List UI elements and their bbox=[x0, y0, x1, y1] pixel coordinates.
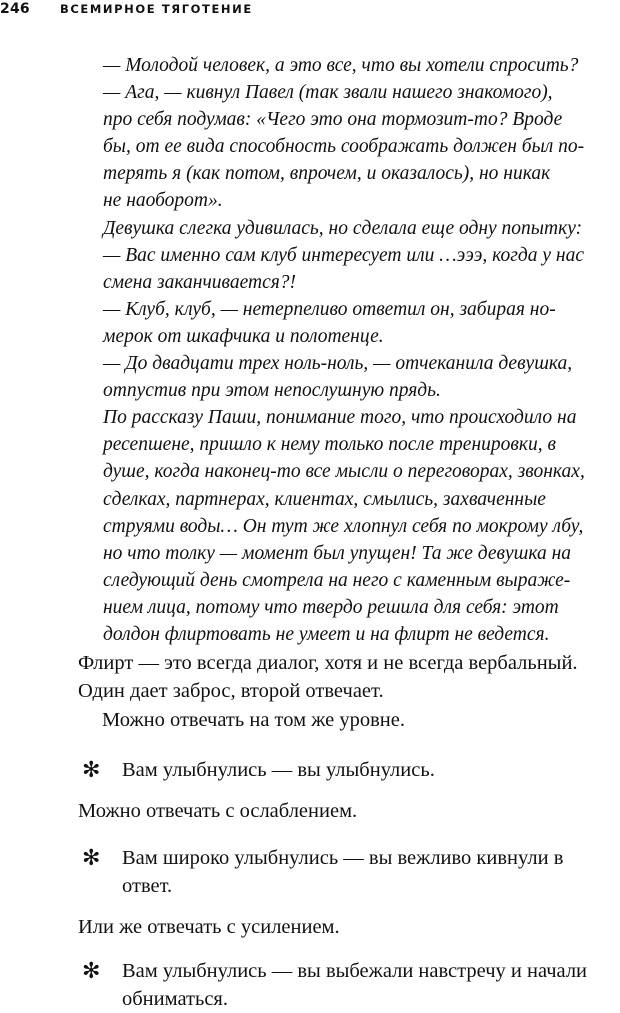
story-line: долдон флиртовать не умеет и на флирт не ведется. bbox=[103, 621, 618, 648]
story-line: следующий день смотрела на него с каменным выраже- bbox=[103, 567, 618, 594]
bullet-text bbox=[122, 958, 618, 1013]
bullet-text bbox=[122, 845, 618, 900]
story-line: — До двадцати трех ноль-ноль, — отчеканила девушка, bbox=[103, 350, 618, 377]
bullet-line: Вам широко улыбнулись — вы вежливо кивнули в bbox=[122, 845, 618, 873]
asterisk-bullet-icon: ✻ bbox=[82, 845, 100, 873]
story-line: душе, когда наконец-то все мысли о переговорах, звонках, bbox=[103, 458, 618, 485]
story-line: По рассказу Паши, понимание того, что происходило на bbox=[103, 404, 618, 431]
paragraph-weakening bbox=[78, 798, 618, 826]
story-line: струями воды… Он тут же хлопнул себя по мокрому лбу, bbox=[103, 513, 618, 540]
story-line: про себя подумав: «Чего это она тормозит-то? Вроде bbox=[103, 106, 618, 133]
story-line: терять я (как потом, впрочем, и оказалось), но никак bbox=[103, 160, 618, 187]
story-line: но что толку — момент был упущен! Та же девушка на bbox=[103, 540, 618, 567]
bullet-item bbox=[82, 757, 618, 785]
story-line: мерок от шкафчика и полотенце. bbox=[103, 323, 618, 350]
story-line: сделках, партнерах, клиентах, смылись, захваченные bbox=[103, 486, 618, 513]
story-line: бы, от ее вида способность соображать должен был по- bbox=[103, 133, 618, 160]
paragraph-line: Или же отвечать с усилением. bbox=[78, 914, 618, 942]
paragraph-flirt-dialog bbox=[78, 650, 618, 705]
bullet-line: ответ. bbox=[122, 873, 618, 901]
story-line: Девушка слегка удивилась, но сделала еще одну попытку: bbox=[103, 215, 618, 242]
bullet-line: Вам улыбнулись — вы улыбнулись. bbox=[122, 757, 618, 785]
paragraph-line: Можно отвечать с ослаблением. bbox=[78, 798, 618, 826]
story-line: нием лица, потому что твердо решила для себя: этот bbox=[103, 594, 618, 621]
paragraph-line: Можно отвечать на том же уровне. bbox=[102, 707, 620, 735]
bullet-text bbox=[122, 757, 618, 785]
bullet-item bbox=[82, 845, 618, 900]
story-line: — Вас именно сам клуб интересует или …эээ, когда у нас bbox=[103, 242, 618, 269]
story-line: смена заканчивается?! bbox=[103, 269, 618, 296]
bullet-line: обниматься. bbox=[122, 986, 618, 1013]
story-line: — Молодой человек, а это все, что вы хотели спросить? bbox=[103, 52, 618, 79]
story-line: не наоборот». bbox=[103, 187, 618, 214]
story-line: — Ага, — кивнул Павел (так звали нашего знакомого), bbox=[103, 79, 618, 106]
story-line: отпустив при этом непослушную прядь. bbox=[103, 377, 618, 404]
asterisk-bullet-icon: ✻ bbox=[82, 757, 100, 785]
paragraph-strengthening bbox=[78, 914, 618, 942]
bullet-line: Вам улыбнулись — вы выбежали навстречу и начали bbox=[122, 958, 618, 986]
story-line: — Клуб, клуб, — нетерпеливо ответил он, забирая но- bbox=[103, 296, 618, 323]
bullet-item bbox=[82, 958, 618, 1013]
page-number: 246 bbox=[0, 1, 30, 17]
story-line: ресепшене, пришло к нему только после тренировки, в bbox=[103, 431, 618, 458]
paragraph-line: Один дает заброс, второй отвечает. bbox=[78, 678, 618, 706]
running-head bbox=[0, 0, 620, 26]
asterisk-bullet-icon: ✻ bbox=[82, 958, 100, 986]
paragraph-line: Флирт — это всегда диалог, хотя и не всегда вербальный. bbox=[78, 650, 618, 678]
running-title: ВСЕМИРНОЕ ТЯГОТЕНИЕ bbox=[60, 2, 253, 16]
story-excerpt bbox=[103, 52, 618, 648]
paragraph-same-level bbox=[78, 707, 620, 735]
